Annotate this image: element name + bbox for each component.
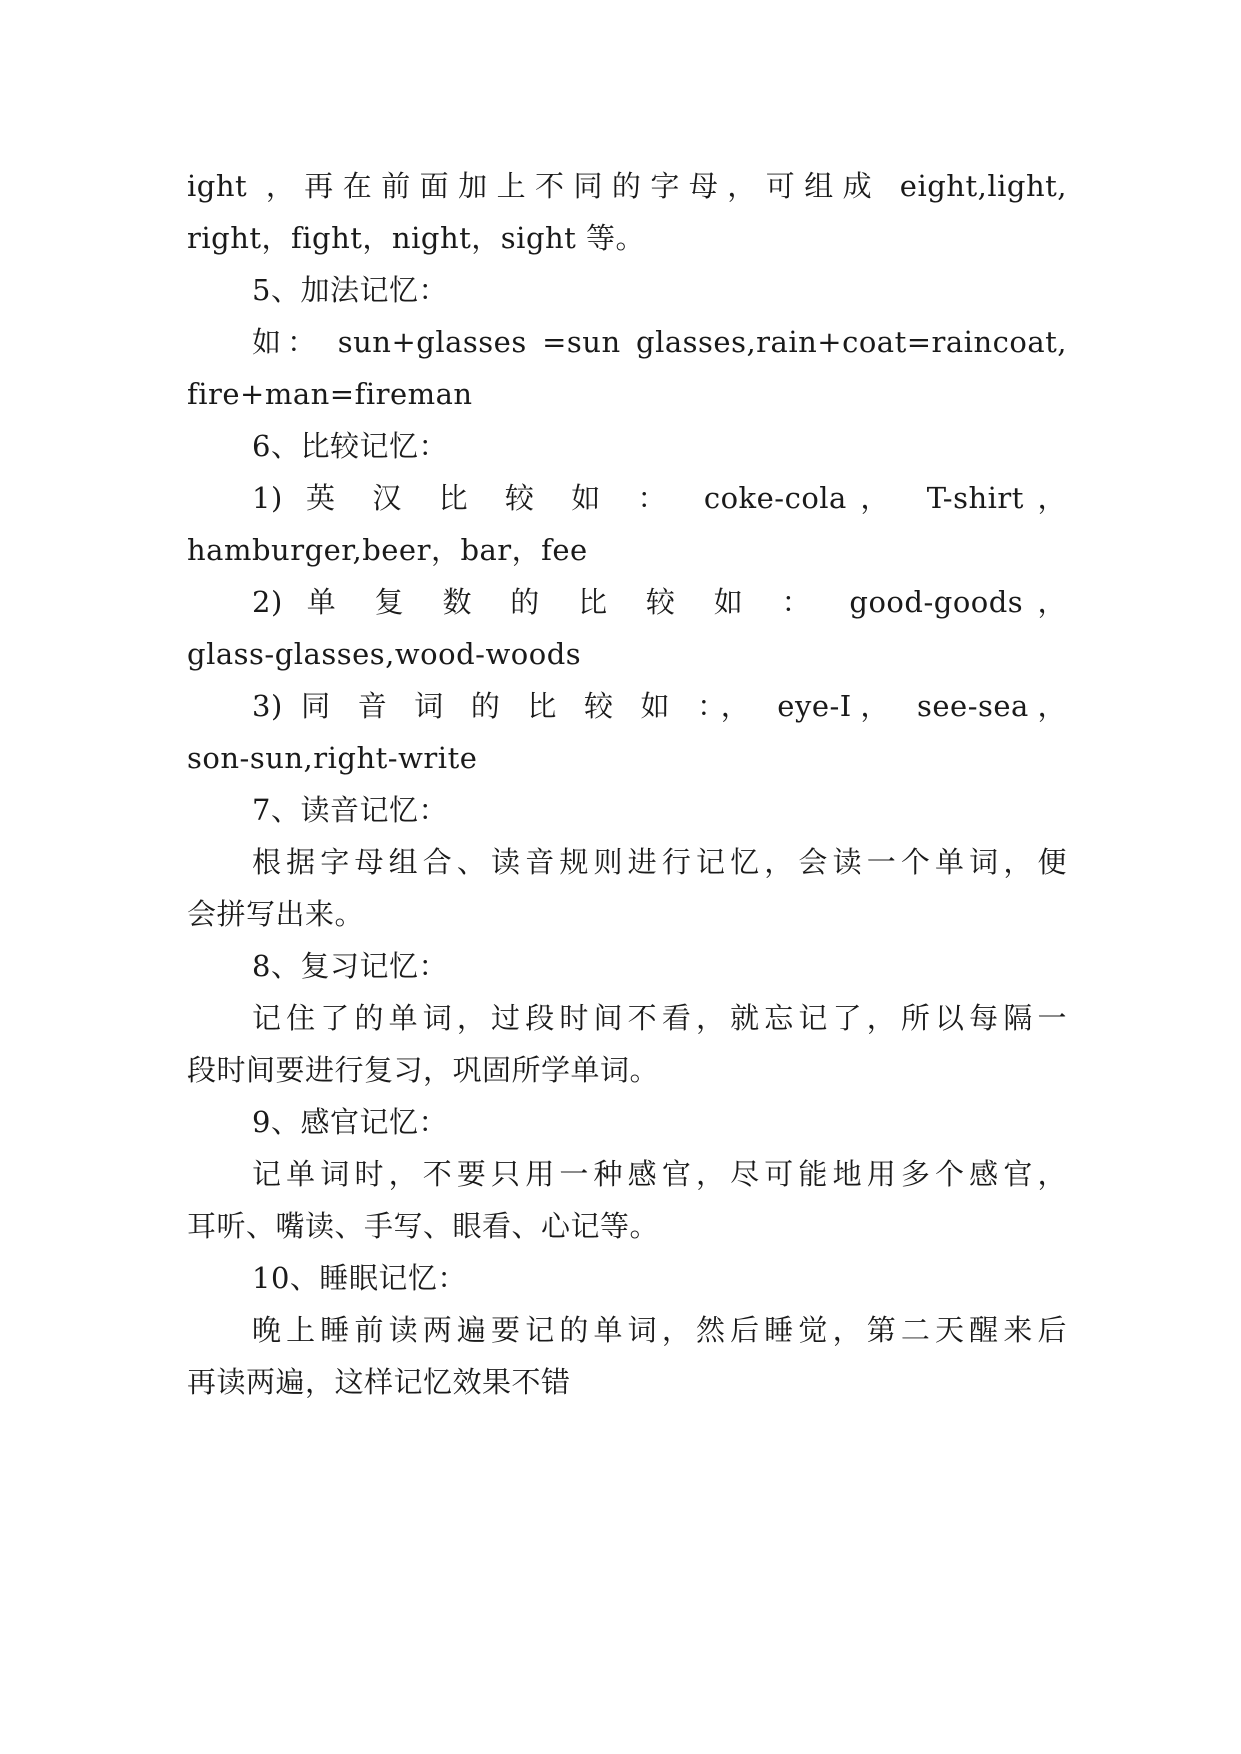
paragraph-line: son-sun,right-write (187, 741, 478, 775)
paragraph-line: ight ，再在前面加上不同的字母，可组成 eight,light, (187, 169, 1067, 203)
paragraph-line: 1) 英 汉 比 较 如 ： coke-cola， T-shirt， (252, 481, 1067, 515)
paragraph-line: 2) 单 复 数 的 比 较 如 ： good-goods， (252, 585, 1067, 619)
paragraph-line: hamburger,beer，bar，fee (187, 533, 588, 567)
paragraph-line: right，fight，night，sight 等。 (187, 221, 646, 255)
paragraph-line: 段时间要进行复习，巩固所学单词。 (187, 1053, 660, 1087)
paragraph-line: 根据字母组合、读音规则进行记忆，会读一个单词，便 (252, 845, 1067, 879)
paragraph-line: 会拼写出来。 (187, 897, 365, 931)
paragraph-line: fire+man=fireman (187, 377, 473, 411)
paragraph-line: 记住了的单词，过段时间不看，就忘记了，所以每隔一 (252, 1001, 1067, 1035)
section-heading: 6、比较记忆： (252, 429, 448, 463)
paragraph-line: 晚上睡前读两遍要记的单词，然后睡觉，第二天醒来后 (252, 1313, 1067, 1347)
paragraph-line: 记单词时，不要只用一种感官，尽可能地用多个感官， (252, 1157, 1067, 1191)
paragraph-line: 3) 同 音 词 的 比 较 如 ：， eye-I， see-sea， (252, 689, 1067, 723)
section-heading: 9、感官记忆： (252, 1105, 448, 1139)
section-heading: 10、睡眠记忆： (252, 1261, 467, 1295)
section-heading: 5、加法记忆： (252, 273, 448, 307)
section-heading: 7、读音记忆： (252, 793, 448, 827)
section-heading: 8、复习记忆： (252, 949, 448, 983)
paragraph-line: glass-glasses,wood-woods (187, 637, 582, 671)
paragraph-line: 耳听、嘴读、手写、眼看、心记等。 (187, 1209, 660, 1243)
paragraph-line: 如： sun+glasses =sun glasses,rain+coat=raincoat, (252, 325, 1067, 359)
paragraph-line: 再读两遍，这样记忆效果不错 (187, 1365, 571, 1399)
